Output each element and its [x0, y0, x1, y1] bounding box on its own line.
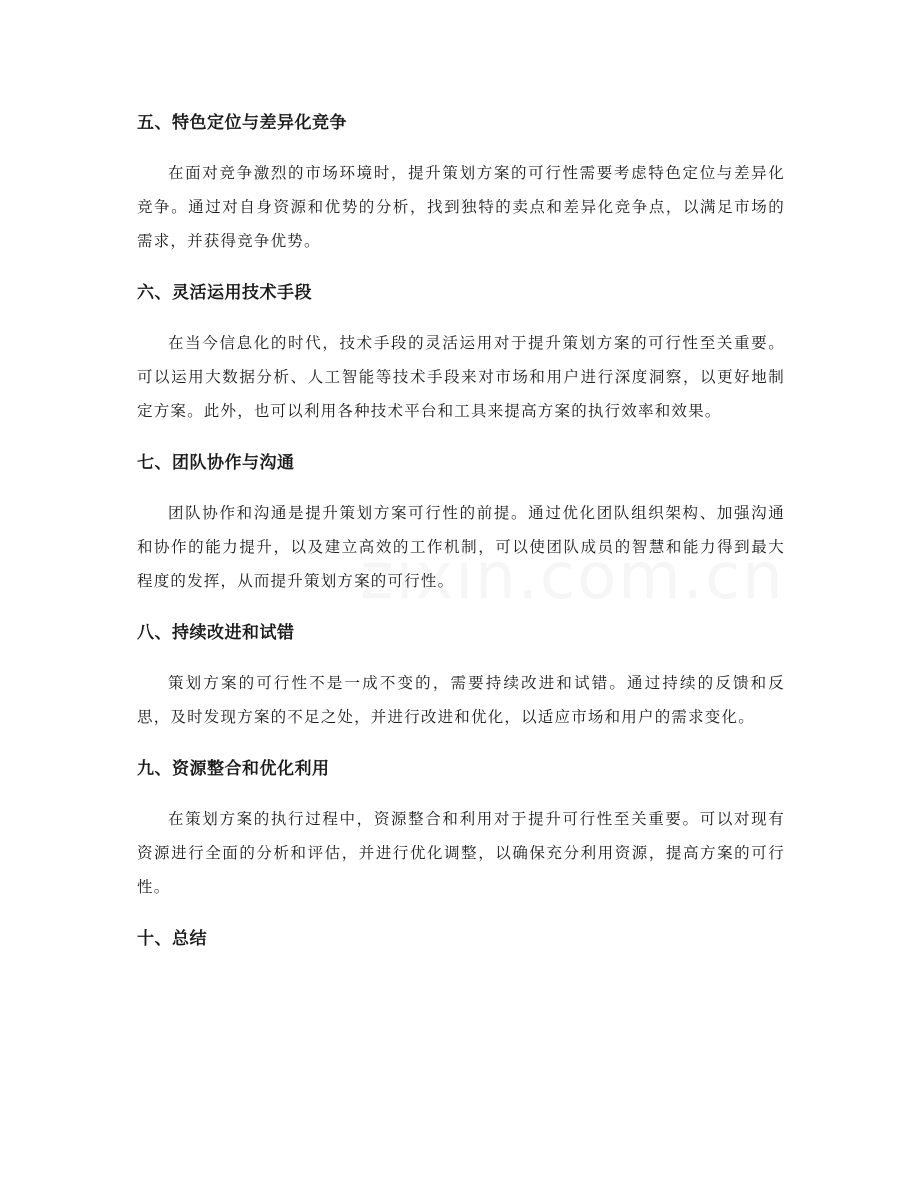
section-paragraph-5: 在面对竞争激烈的市场环境时，提升策划方案的可行性需要考虑特色定位与差异化竞争。通过对自身资源和优势的分析，找到独特的卖点和差异化竞争点，以满足市场的需求，并获得竞争优势。	[137, 164, 785, 250]
section-heading-6: 六、灵活运用技术手段	[137, 283, 312, 303]
section-paragraph-6: 在当今信息化的时代，技术手段的灵活运用对于提升策划方案的可行性至关重要。可以运用大数据分析、人工智能等技术手段来对市场和用户进行深度洞察，以更好地制定方案。此外，也可以利用各种技术平台和工具来提高方案的执行效率和效果。	[137, 334, 785, 420]
section-heading-5: 五、特色定位与差异化竞争	[137, 113, 347, 133]
section-heading-8: 八、持续改进和试错	[137, 623, 295, 643]
section-heading-9: 九、资源整合和优化利用	[137, 759, 330, 779]
section-heading-10: 十、总结	[137, 929, 207, 949]
section-paragraph-8: 策划方案的可行性不是一成不变的，需要持续改进和试错。通过持续的反馈和反思，及时发现方案的不足之处，并进行改进和优化，以适应市场和用户的需求变化。	[137, 674, 785, 726]
section-heading-7: 七、团队协作与沟通	[137, 453, 295, 473]
section-paragraph-9: 在策划方案的执行过程中，资源整合和利用对于提升可行性至关重要。可以对现有资源进行全面的分析和评估，并进行优化调整，以确保充分利用资源，提高方案的可行性。	[137, 810, 785, 896]
document-body	[137, 106, 785, 972]
section-paragraph-7: 团队协作和沟通是提升策划方案可行性的前提。通过优化团队组织架构、加强沟通和协作的能力提升，以及建立高效的工作机制，可以使团队成员的智慧和能力得到最大程度的发挥，从而提升策划方案的可行性。	[137, 504, 785, 590]
